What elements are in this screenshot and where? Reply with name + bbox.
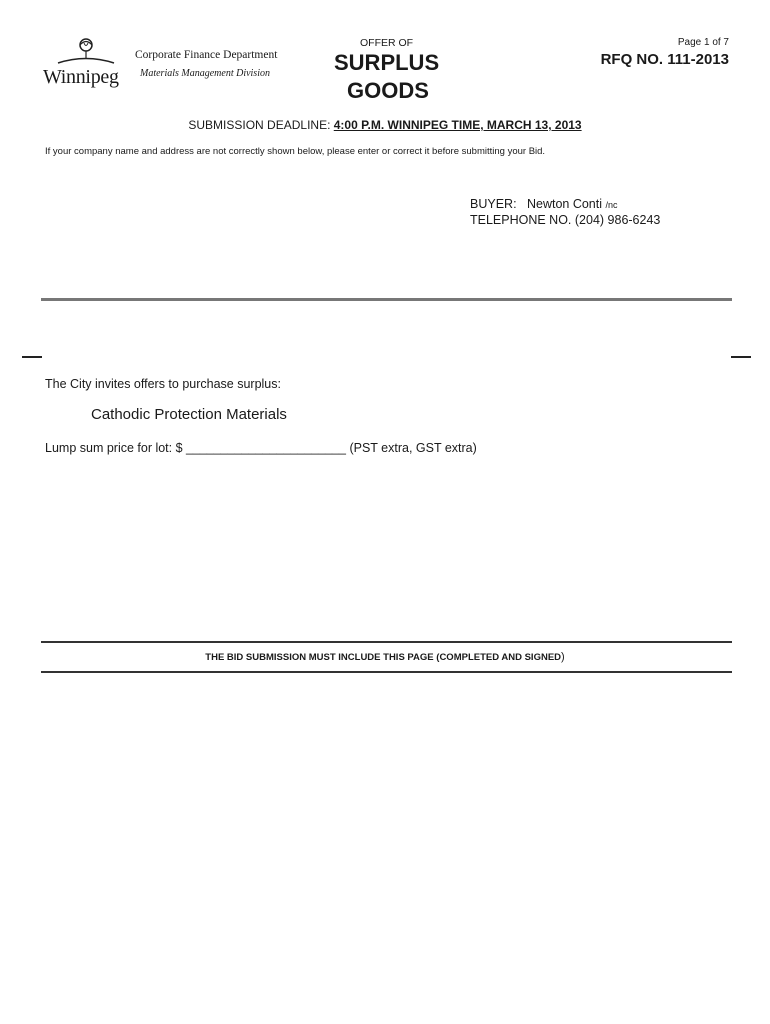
buyer-initials: /nc: [605, 200, 618, 210]
logo-wordmark: Winnipeg: [43, 66, 119, 88]
submission-deadline: [0, 118, 770, 132]
bid-note-text: THE BID SUBMISSION MUST INCLUDE THIS PAGE (COMPLETED AND SIGNED: [205, 652, 562, 663]
division-name: Materials Management Division: [140, 68, 270, 79]
fold-mark-right: [731, 356, 751, 358]
document-title-line2: GOODS: [347, 78, 429, 103]
deadline-value: 4:00 P.M. WINNIPEG TIME, MARCH 13, 2013: [333, 118, 582, 132]
price-label: Lump sum price for lot: $: [45, 441, 183, 455]
bid-submission-note: [0, 651, 770, 663]
buyer-label: BUYER:: [470, 197, 517, 211]
lump-sum-price-line: [45, 441, 477, 455]
bid-note-close: ): [561, 651, 565, 663]
invitation-text: The City invites offers to purchase surplus:: [45, 377, 281, 391]
footer-rule-bottom: [41, 671, 732, 673]
footer-rule-top: [41, 641, 732, 643]
page-number: Page 1 of 7: [677, 37, 729, 48]
buyer-name: Newton Conti: [526, 197, 603, 211]
correction-instructions: If your company name and address are not correctly shown below, please enter or correct it before submitting your Bid.: [45, 146, 546, 157]
address-divider: [41, 298, 732, 301]
buyer-block: [470, 197, 660, 228]
rfq-number: RFQ NO. 111-2013: [600, 51, 729, 68]
price-input-blank[interactable]: _______________________: [186, 441, 346, 455]
tax-note: (PST extra, GST extra): [349, 441, 477, 455]
document-title-line1: SURPLUS: [334, 50, 440, 75]
surplus-item: Cathodic Protection Materials: [91, 406, 287, 423]
department-name: Corporate Finance Department: [135, 49, 278, 61]
buyer-telephone: TELEPHONE NO. (204) 986-6243: [470, 213, 661, 227]
offer-of-label: OFFER OF: [360, 37, 414, 49]
deadline-label: SUBMISSION DEADLINE:: [188, 118, 331, 132]
fold-mark-left: [22, 356, 42, 358]
